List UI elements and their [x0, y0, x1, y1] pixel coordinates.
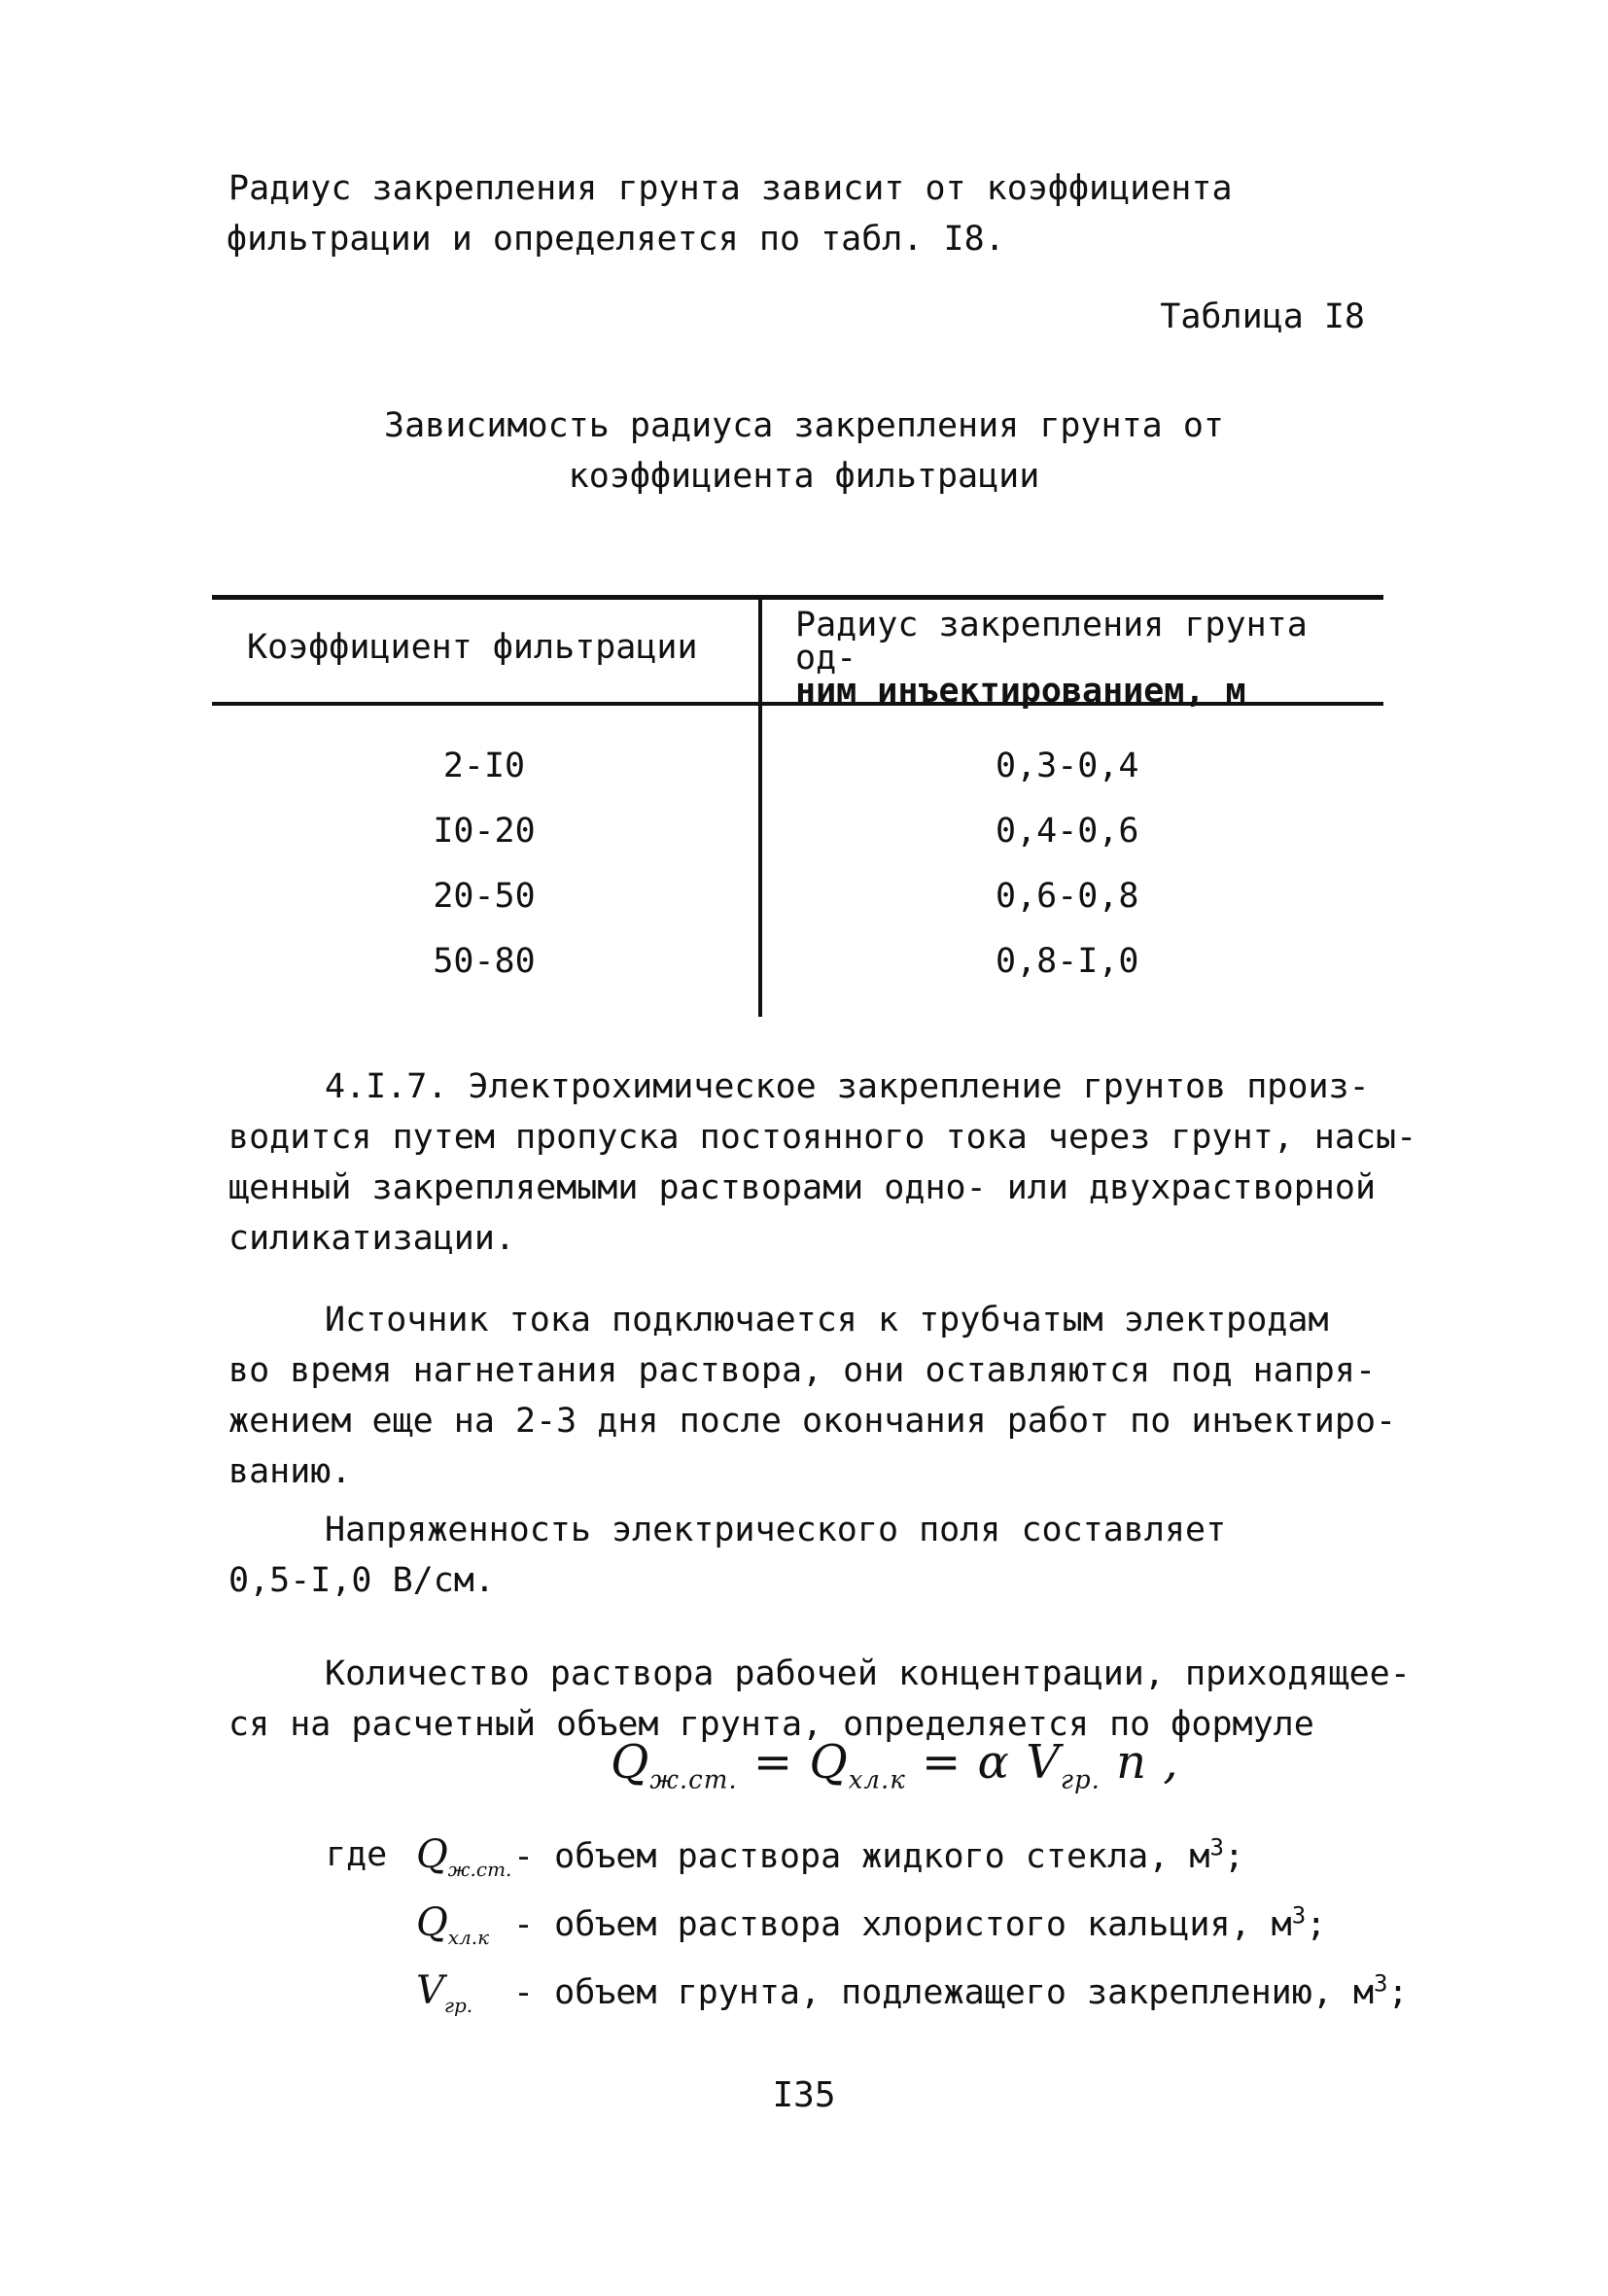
quantity-line-2: ся на расчетный объем грунта, определяется по формуле [228, 1705, 1314, 1744]
row-4-radius: 0,8-I,0 [996, 942, 1139, 981]
quantity-line-1: Количество раствора рабочей концентрации, приходящее- [325, 1654, 1411, 1693]
legend-symbol-sub: хл.к [447, 1926, 490, 1949]
section-4-1-7-line-4: силикатизации. [228, 1219, 516, 1258]
section-4-1-7 [228, 1061, 1416, 1264]
table-title [0, 400, 1608, 502]
legend-item-soil-volume [416, 1966, 1409, 2031]
legend-symbol-sub: гр. [443, 1994, 473, 2017]
row-3-radius: 0,6-0,8 [996, 877, 1139, 916]
formula [611, 1735, 1179, 1795]
current-line-2: во время нагнетания раствора, они оставляются под напря- [228, 1351, 1377, 1390]
formula-equals-1: = [737, 1735, 810, 1790]
legend-symbol [416, 1829, 513, 1895]
legend-text: - объем грунта, подлежащего закреплению, м [513, 1973, 1375, 2012]
legend-symbol [416, 1897, 513, 1963]
legend-tail: ; [1223, 1837, 1244, 1876]
intro-line-2: фильтрации и определяется по табл. I8. [227, 220, 1005, 259]
legend-text: - объем раствора хлористого кальция, м [513, 1905, 1292, 1944]
legend-symbol-sub: ж.ст. [447, 1858, 512, 1881]
legend-text: - объем раствора жидкого стекла, м [513, 1837, 1210, 1876]
intro-line-1: Радиус закрепления грунта зависит от коэффициента [228, 169, 1233, 208]
legend-sup: 3 [1374, 1969, 1388, 1998]
legend-sup: 3 [1291, 1901, 1307, 1930]
legend-symbol [416, 1966, 513, 2031]
section-4-1-7-line-2: водится путем пропуска постоянного тока через грунт, насы- [228, 1118, 1417, 1157]
legend-item-calcium-chloride [416, 1897, 1326, 1963]
header-radius-line-2: ним инъектированием, м [795, 672, 1246, 711]
field-line-1: Напряженность электрического поля составляет [325, 1511, 1227, 1549]
page-number: I35 [772, 2075, 836, 2115]
legend-item-liquid-glass [416, 1829, 1244, 1895]
legend-where: где [326, 1835, 388, 1874]
header-radius [795, 606, 1383, 711]
row-2-radius: 0,4-0,6 [996, 812, 1139, 851]
row-3-coef: 20-50 [433, 877, 536, 916]
table-title-line-2: коэффициента фильтрации [568, 457, 1040, 496]
current-line-4: ванию. [228, 1452, 352, 1491]
formula-n: n , [1100, 1735, 1179, 1790]
legend-symbol-letter: Q [416, 1900, 448, 1945]
formula-q-glass-sub: ж.ст. [649, 1765, 738, 1795]
table-column-divider [758, 599, 762, 1017]
row-2-coef: I0-20 [433, 812, 536, 851]
legend-symbol-letter: Q [416, 1832, 448, 1877]
header-filtration-coefficient: Коэффициент фильтрации [247, 628, 698, 667]
legend-sup: 3 [1209, 1833, 1224, 1861]
current-line-3: жением еще на 2-3 дня после окончания работ по инъектиро- [228, 1402, 1397, 1441]
current-source-paragraph [228, 1295, 1396, 1497]
formula-v-sub: гр. [1060, 1765, 1101, 1795]
field-strength-paragraph [228, 1505, 1226, 1606]
row-1-radius: 0,3-0,4 [996, 747, 1139, 785]
header-radius-line-1: Радиус закрепления грунта од- [795, 606, 1308, 678]
formula-q-chloride: Q [809, 1735, 849, 1790]
formula-q-chloride-sub: хл.к [848, 1765, 906, 1795]
table-title-line-1: Зависимость радиуса закрепления грунта от [384, 406, 1224, 445]
section-4-1-7-line-1: 4.I.7. Электрохимическое закрепление грунтов произ- [325, 1067, 1370, 1106]
table-top-rule [212, 595, 1383, 600]
intro-paragraph [228, 163, 1233, 264]
row-1-coef: 2-I0 [442, 747, 526, 785]
table-caption: Таблица I8 [1160, 297, 1365, 336]
section-4-1-7-line-3: щенный закрепляемыми растворами одно- или двухрастворной [228, 1168, 1377, 1207]
formula-q-glass: Q [611, 1735, 650, 1790]
legend-tail: ; [1387, 1973, 1409, 2012]
formula-alpha-v: α V [977, 1735, 1061, 1790]
field-line-2: 0,5-I,0 В/см. [228, 1561, 495, 1600]
row-4-coef: 50-80 [433, 942, 536, 981]
legend-symbol-letter: V [416, 1968, 444, 2013]
legend-tail: ; [1306, 1905, 1327, 1944]
current-line-1: Источник тока подключается к трубчатым электродам [325, 1301, 1329, 1339]
formula-equals-2: = [905, 1735, 978, 1790]
